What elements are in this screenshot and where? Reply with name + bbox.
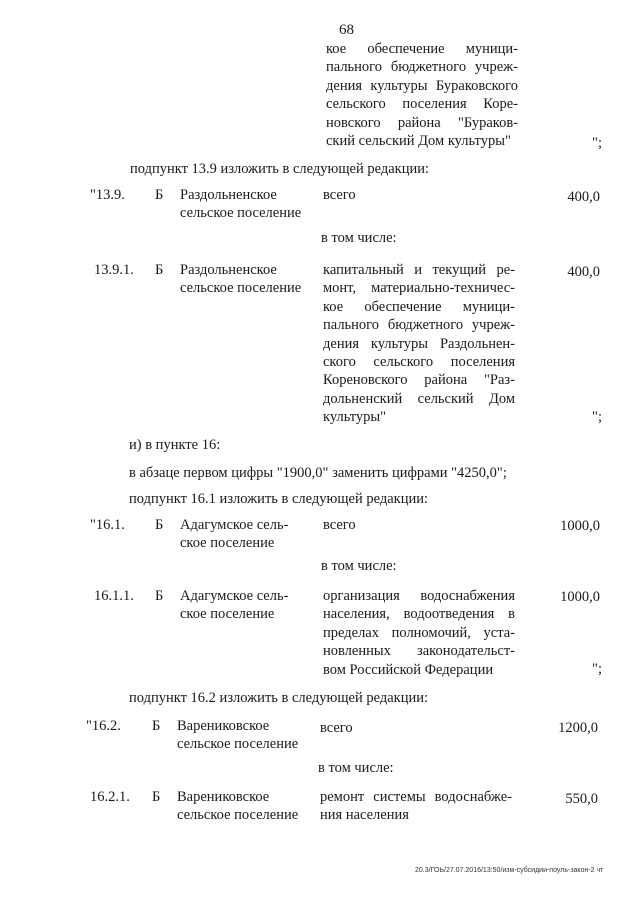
row-number: 16.2.1.	[90, 789, 130, 805]
page-number: 68	[339, 22, 354, 38]
row-including-label: в том числе:	[321, 230, 397, 246]
purpose-line: кое обеспечение муници-	[323, 298, 515, 315]
row-amount: 1000,0	[560, 589, 600, 605]
purpose-line: пального бюджетного учреж-	[323, 317, 515, 334]
row-purpose: всего	[320, 720, 353, 736]
row-amount: 400,0	[567, 264, 600, 280]
purpose-line: монт, материально-техничес-	[323, 280, 515, 297]
purpose-line: пределах полномочий, уста-	[323, 624, 515, 641]
purpose-line: вом Российской Федерации	[323, 661, 494, 678]
footer-file-path: 20.3/ГОЬ/27.07.2016/13:50/изм-субсидии-поуль-закон-2 чт	[415, 867, 604, 874]
purpose-line: дения культуры Бураковского	[326, 77, 518, 94]
recipient-line: сельское поселение	[177, 807, 299, 824]
purpose-line: дения культуры Раздольнен-	[323, 335, 515, 352]
purpose-line: Кореновского района "Раз-	[323, 372, 515, 389]
row-code: Б	[152, 718, 161, 734]
purpose-line: новского района "Бураков-	[326, 114, 518, 131]
recipient-line: сельское поселение	[180, 205, 302, 222]
row-code: Б	[155, 517, 164, 533]
purpose-line: новленных законодательст-	[323, 643, 515, 660]
row-continuation-purpose	[326, 40, 518, 150]
row-recipient	[180, 186, 301, 223]
row-code: Б	[152, 789, 161, 805]
row-recipient	[180, 587, 288, 624]
row-purpose	[320, 788, 512, 825]
row-amount: 1200,0	[558, 720, 598, 736]
row-code: Б	[155, 187, 164, 203]
row-recipient	[177, 717, 298, 754]
row-recipient	[180, 516, 288, 553]
row-number: "16.2.	[86, 718, 121, 734]
recipient-line: сельское поселение	[180, 280, 302, 297]
purpose-line: ремонт системы водоснабже-	[320, 789, 512, 805]
row-code: Б	[155, 262, 164, 278]
recipient-line: Варениковское	[177, 718, 270, 734]
item-heading: и) в пункте 16:	[129, 437, 221, 453]
purpose-line: кое обеспечение муници-	[326, 41, 518, 57]
closing-quote: ";	[592, 661, 602, 677]
purpose-line: капитальный и текущий ре-	[323, 262, 515, 278]
row-purpose: всего	[323, 187, 356, 203]
row-purpose: всего	[323, 517, 356, 533]
row-amount: 400,0	[567, 189, 600, 205]
row-including-label: в том числе:	[318, 760, 394, 776]
row-code: Б	[155, 588, 164, 604]
row-recipient	[180, 261, 301, 298]
row-purpose	[323, 587, 515, 679]
row-amount: 550,0	[565, 791, 598, 807]
purpose-line: сельского поселения Коре-	[326, 96, 518, 113]
purpose-line: ния населения	[320, 807, 409, 824]
row-amount: 1000,0	[560, 518, 600, 534]
row-purpose	[323, 261, 515, 427]
purpose-line: населения, водоотведения в	[323, 606, 515, 623]
recipient-line: ское поселение	[180, 535, 275, 552]
recipient-line: Адагумское сель-	[180, 588, 289, 604]
recipient-line: ское поселение	[180, 606, 275, 623]
purpose-line: пального бюджетного учреж-	[326, 59, 518, 76]
subparagraph-heading: подпункт 13.9 изложить в следующей редакции:	[130, 161, 430, 177]
recipient-line: Раздольненское	[180, 187, 277, 203]
subparagraph-heading: подпункт 16.1 изложить в следующей редакции:	[129, 491, 429, 507]
purpose-line: ский сельский Дом культуры"	[326, 132, 511, 149]
recipient-line: Раздольненское	[180, 262, 277, 278]
closing-quote: ";	[592, 135, 602, 151]
row-recipient	[177, 788, 298, 825]
recipient-line: Варениковское	[177, 789, 270, 805]
closing-quote: ";	[592, 409, 602, 425]
row-number: 13.9.1.	[94, 262, 134, 278]
subparagraph-heading: подпункт 16.2 изложить в следующей редакции:	[129, 690, 429, 706]
row-including-label: в том числе:	[321, 558, 397, 574]
row-number: "16.1.	[90, 517, 125, 533]
purpose-line: дольненский сельский Дом	[323, 390, 515, 407]
purpose-line: ского сельского поселения	[323, 353, 515, 370]
purpose-line: культуры"	[323, 409, 387, 426]
recipient-line: сельское поселение	[177, 736, 299, 753]
row-number: 16.1.1.	[94, 588, 134, 604]
row-number: "13.9.	[90, 187, 125, 203]
recipient-line: Адагумское сель-	[180, 517, 289, 533]
amendment-paragraph: в абзаце первом цифры "1900,0" заменить цифрами "4250,0";	[129, 465, 507, 481]
purpose-line: организация водоснабжения	[323, 588, 515, 604]
